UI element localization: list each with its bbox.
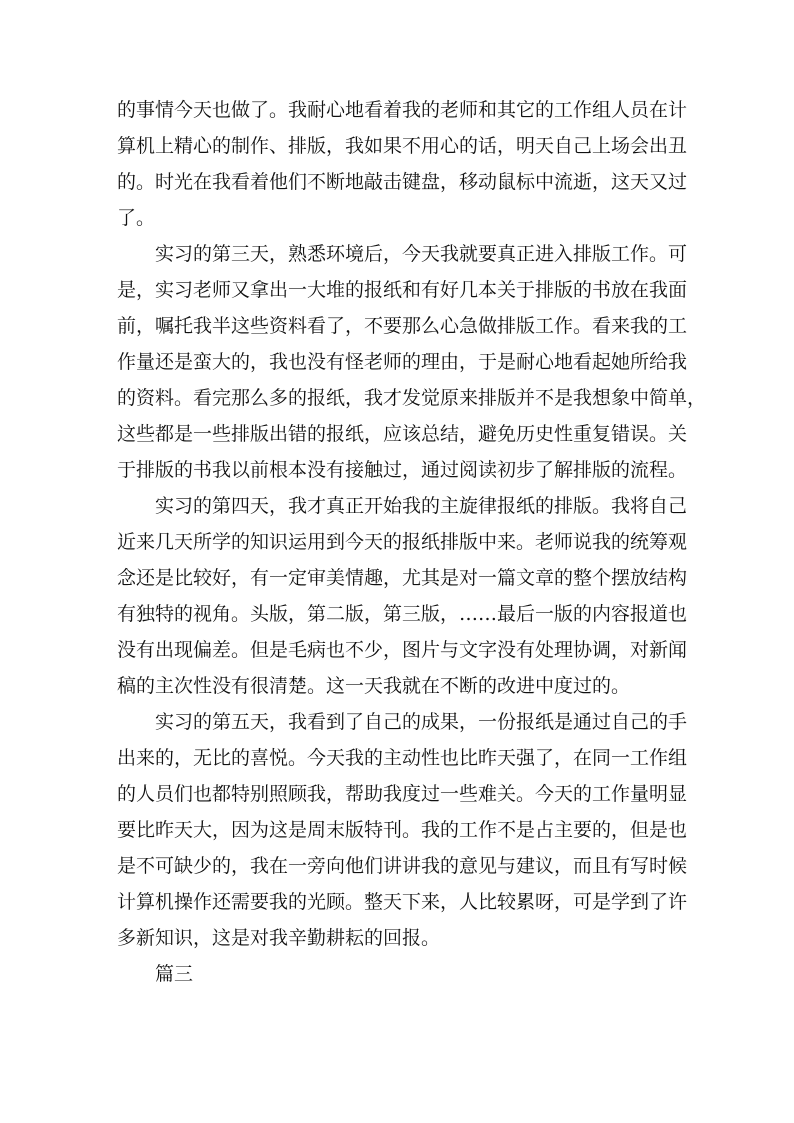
paragraph-4 [117,704,688,956]
paragraph-line: 的。时光在我看着他们不断地敲击键盘，移动鼠标中流逝，这天又过 [117,171,688,193]
paragraph-3 [117,488,688,704]
paragraph-line: 要比昨天大，因为这是周末版特刊。我的工作不是占主要的，但是也 [117,819,688,841]
paragraph-2 [117,236,707,488]
paragraph-line: 于排版的书我以前根本没有接触过，通过阅读初步了解排版的流程。 [117,459,688,481]
paragraph-line: 前，嘱托我半这些资料看了，不要那么心急做排版工作。看来我的工 [117,315,688,337]
paragraph-line: 稿的主次性没有很清楚。这一天我就在不断的改进中度过的。 [117,675,631,697]
paragraph-line: 的人员们也都特别照顾我，帮助我度过一些难关。今天的工作量明显 [117,783,688,805]
paragraph-line: 近来几天所学的知识运用到今天的报纸排版中来。老师说我的统筹观 [117,531,688,553]
paragraph-line: 是不可缺少的，我在一旁向他们讲讲我的意见与建议，而且有写时候 [117,855,688,877]
paragraph-line: 实习的第四天，我才真正开始我的主旋律报纸的排版。我将自己 [155,495,688,517]
paragraph-line: 了。 [117,207,156,229]
paragraph-1 [117,92,688,236]
paragraph-line: 有独特的视角。头版，第二版，第三版，……最后一版的内容报道也 [117,603,688,625]
paragraph-line: 多新知识，这是对我辛勤耕耘的回报。 [117,927,441,949]
document-body [117,92,707,992]
paragraph-line: 是，实习老师又拿出一大堆的报纸和有好几本关于排版的书放在我面 [117,279,688,301]
paragraph-line: 的事情今天也做了。我耐心地看着我的老师和其它的工作组人员在计 [117,99,688,121]
paragraph-line: 念还是比较好，有一定审美情趣，尤其是对一篇文章的整个摆放结构 [117,567,688,589]
paragraph-line: 计算机操作还需要我的光顾。整天下来，人比较累呀，可是学到了许 [117,891,688,913]
paragraph-line: 算机上精心的制作、排版，我如果不用心的话，明天自己上场会出丑 [117,135,688,157]
paragraph-line: 的资料。看完那么多的报纸，我才发觉原来排版并不是我想象中简单， [117,387,707,409]
paragraph-line: 作量还是蛮大的，我也没有怪老师的理由，于是耐心地看起她所给我 [117,351,688,373]
paragraph-line: 实习的第三天，熟悉环境后，今天我就要真正进入排版工作。可 [155,243,688,265]
paragraph-line: 实习的第五天，我看到了自己的成果，一份报纸是通过自己的手 [155,711,688,733]
paragraph-line: 这些都是一些排版出错的报纸，应该总结，避免历史性重复错误。关 [117,423,688,445]
section-heading: 篇三 [155,963,194,985]
paragraph-line: 没有出现偏差。但是毛病也不少，图片与文字没有处理协调，对新闻 [117,639,688,661]
paragraph-line: 出来的，无比的喜悦。今天我的主动性也比昨天强了，在同一工作组 [117,747,688,769]
